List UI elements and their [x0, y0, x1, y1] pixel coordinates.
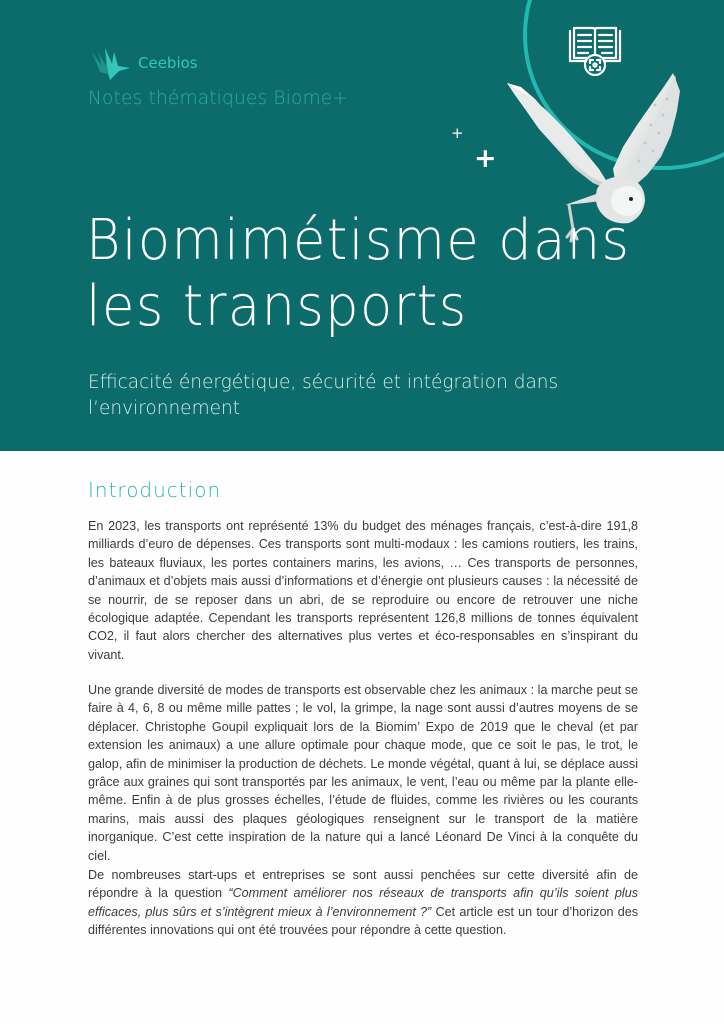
document-subtitle: Efficacité énergétique, sécurité et intégration dans l’environnement [88, 372, 559, 419]
title-line-1: Biomimétisme dans [86, 208, 631, 273]
cover-header [0, 0, 724, 451]
intro-paragraph-2: Une grande diversité de modes de transports est observable chez les animaux : la marche peut se faire à 4, 6, 8 ou même mille pattes ; le vol, la grimpe, la nage sont aussi d’autres moyens de se déplacer. Christophe Goupil expliquait lors de la Biomim’ Expo de 2019 que le cheval (et par extension les animaux) a une allure optimale pour chaque mode, que ce soit le pas, le trot, le galop, afin de minimiser la production de déchets. Le monde végétal, quant à lui, se déplace aussi grâce aux graines qui sont transportés par les animaux, le vent, l’eau ou même par la plante elle-même. Enfin à de plus grosses échelles, l’étude de fluides, comme les rivières ou les courants marins, mais aussi des plaques géologiques renseignent sur le transport de la matière inorganique. C’est cette inspiration de la nature qui a lancé Léonard De Vinci à la conquête du ciel. [88, 683, 638, 863]
paragraph-3-text-after: Cet article est un tour d’horizon des différentes innovations qui ont été trouvées pour répondre à cette question. [88, 904, 638, 938]
brand-name: Ceebios [138, 54, 198, 72]
intro-paragraph-1: En 2023, les transports ont représenté 13% du budget des ménages français, c’est-à-dire 191,8 milliards d’euro de dépenses. Ces transports sont multi-modaux : les camions routiers, les trains, les bateaux fluviaux, les portes containers marins, les avions, … Ces transports de personnes, d’animaux et d’objets mais aussi d’informations et d’énergie ont plusieurs causes : la nécessité de se nourrir, de se reposer dans un abri, de se reproduire ou encore de retrouver une niche écologique adaptée. Cependant les transports représentent 126,8 millions de tonnes équivalent CO2, il faut alors chercher des alternatives plus vertes et éco-responsables en s’inspirant du vivant. [88, 519, 638, 662]
plus-sign-small: + [451, 124, 464, 142]
series-title: Notes thématiques Biome+ [88, 88, 349, 109]
paragraph-3-text-before: De nombreuses start-ups et entreprises se sont aussi penchées sur cette diversité afin de répondre à la question [88, 868, 638, 901]
document-title [86, 208, 630, 340]
title-line-2: les transports [86, 274, 468, 339]
plus-sign-large: + [474, 143, 497, 174]
paragraph-3-question-quote: “Comment améliorer nos réseaux de transports afin qu’ils soient plus efficaces, plus sûrs et s’intègrent mieux à l’environnement ?” [88, 886, 638, 919]
section-heading-introduction: Introduction [88, 478, 222, 502]
hummingbird-icon [88, 44, 134, 82]
intro-paragraph-3 [88, 866, 638, 940]
ceebios-logo [88, 44, 198, 82]
